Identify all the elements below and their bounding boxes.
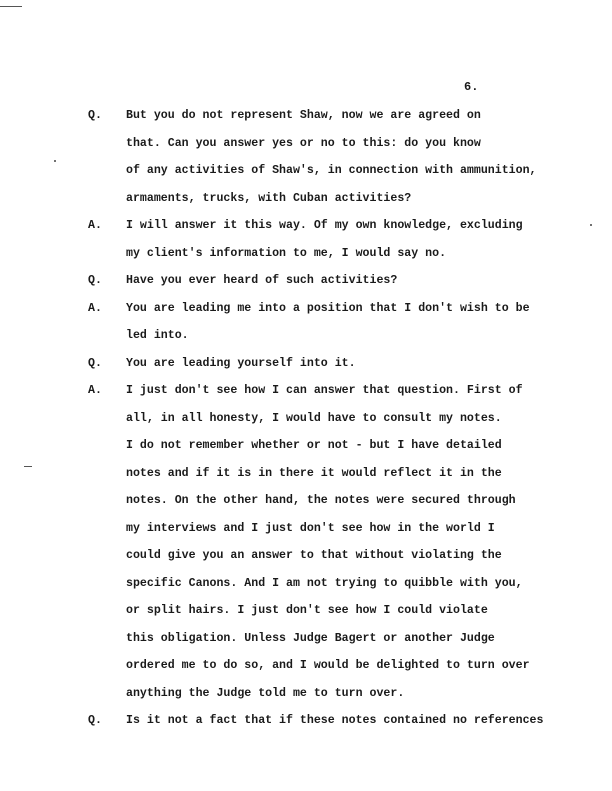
speaker-label: Q.	[88, 356, 102, 370]
text-line: You are leading me into a position that I don't wish to be	[126, 301, 530, 315]
text-line: notes. On the other hand, the notes were secured through	[126, 494, 516, 507]
text-line: specific Canons. And I am not trying to quibble with you,	[126, 576, 523, 590]
speaker-label: Q.	[88, 274, 102, 287]
speaker-label: Q.	[88, 714, 102, 727]
testimony-text	[126, 350, 356, 378]
text-line: my client's information to me, I would say no.	[126, 246, 447, 260]
text-line: Have you ever heard of such activities?	[126, 274, 398, 287]
testimony-text	[126, 212, 523, 267]
text-line: I will answer it this way. Of my own knowledge, excluding	[126, 219, 523, 232]
text-line: You are leading yourself into it.	[126, 356, 356, 370]
scan-mark	[24, 466, 32, 467]
speaker-label: A.	[88, 384, 102, 397]
speaker-label: A.	[88, 219, 102, 232]
speaker-label: A.	[88, 301, 102, 315]
text-line: But you do not represent Shaw, now we are agreed on	[126, 109, 481, 122]
text-line: or split hairs. I just don't see how I could violate	[126, 604, 488, 617]
text-line: armaments, trucks, with Cuban activities?	[126, 191, 412, 205]
transcript-entry	[88, 267, 568, 295]
text-line: that. Can you answer yes or no to this: do you know	[126, 136, 481, 150]
speaker-label: Q.	[88, 109, 102, 122]
text-line: ordered me to do so, and I would be delighted to turn over	[126, 659, 530, 672]
page-number: 6.	[464, 80, 479, 94]
transcript-entry	[88, 295, 568, 350]
text-line: anything the Judge told me to turn over.	[126, 686, 405, 700]
testimony-text	[126, 295, 530, 350]
text-line: this obligation. Unless Judge Bagert or another Judge	[126, 631, 495, 645]
transcript-entry	[88, 102, 568, 212]
text-line: all, in all honesty, I would have to consult my notes.	[126, 411, 502, 425]
text-line: my interviews and I just don't see how in the world I	[126, 521, 495, 535]
testimony-text	[126, 377, 530, 707]
testimony-text	[126, 267, 397, 295]
text-line: of any activities of Shaw's, in connection with ammunition,	[126, 164, 537, 177]
testimony-text	[126, 707, 543, 735]
transcript-entry	[88, 350, 568, 378]
text-line: led into.	[126, 329, 189, 342]
scan-mark	[0, 6, 22, 7]
text-line: notes and if it is in there it would reflect it in the	[126, 466, 502, 480]
testimony-text	[126, 102, 537, 212]
text-line: could give you an answer to that without violating the	[126, 549, 502, 562]
transcript-entry	[88, 707, 568, 735]
scan-speck	[54, 160, 56, 162]
transcript-entry	[88, 212, 568, 267]
scan-speck	[590, 224, 592, 226]
text-line: Is it not a fact that if these notes contained no references	[126, 714, 544, 727]
text-line: I do not remember whether or not - but I have detailed	[126, 439, 502, 452]
transcript-entry	[88, 377, 568, 707]
text-line: I just don't see how I can answer that question. First of	[126, 384, 523, 397]
